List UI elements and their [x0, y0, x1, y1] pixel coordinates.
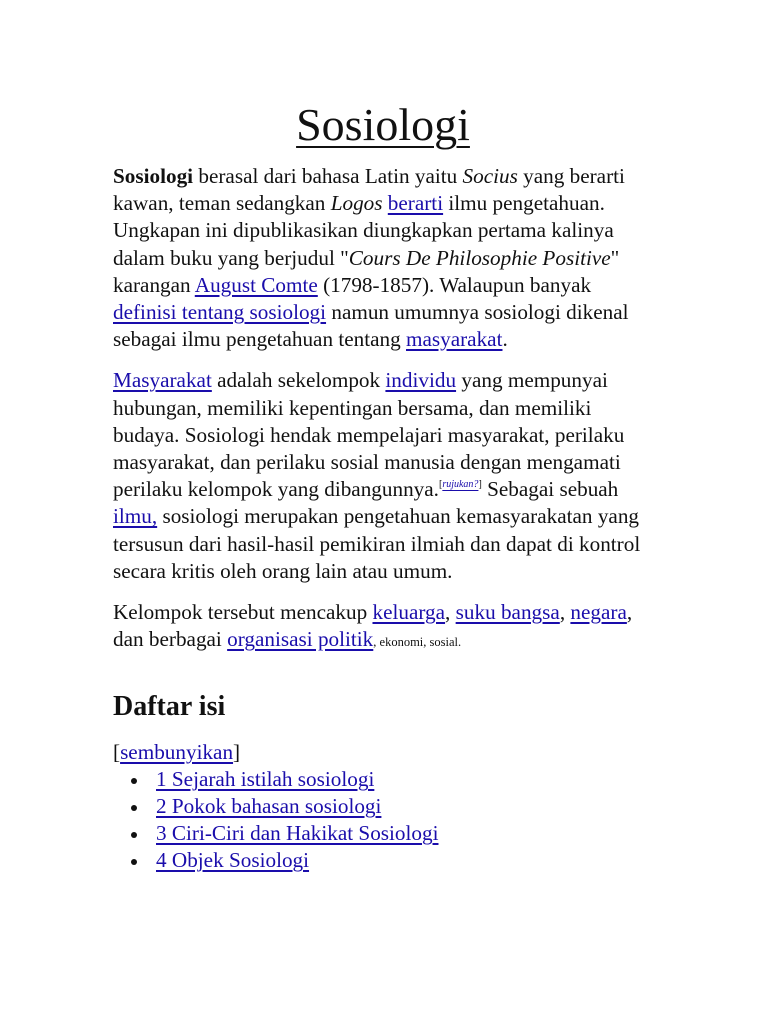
society-paragraph [113, 367, 648, 585]
text: (1798-1857). Walaupun banyak [317, 272, 592, 297]
text: adalah sekelompok [211, 368, 386, 393]
text: . [502, 327, 508, 352]
text: yang mempunyai hubungan, memiliki kepentingan bersama, dan memiliki budaya. Sosiologi hendak mempelajari masyarakat, perilaku masyarakat, dan perilaku sosial manusia dengan mengamati perilaku kelompok yang dibangunnya. [113, 368, 625, 502]
term-italic: Socius [462, 164, 518, 188]
link-masyarakat[interactable]: masyarakat [406, 327, 503, 352]
link-individu[interactable]: individu [385, 368, 457, 393]
text: Kelompok tersebut mencakup [113, 600, 373, 625]
small-text: , ekonomi, sosial. [373, 635, 462, 650]
bullet-icon [131, 859, 137, 865]
text: , [445, 600, 456, 625]
page-title: Sosiologi [296, 99, 470, 150]
bullet-icon [131, 778, 137, 784]
toc-item [113, 847, 768, 874]
link-berarti[interactable]: berarti [387, 191, 444, 216]
link-suku-bangsa[interactable]: suku bangsa [455, 600, 560, 625]
bullet-icon [131, 805, 137, 811]
toc-item [113, 820, 768, 847]
text: namun umumnya sosiologi dikenal sebagai ilmu pengetahuan tentang [113, 300, 629, 352]
text: Sebagai sebuah [481, 477, 619, 502]
link-definisi-sosiologi[interactable]: definisi tentang sosiologi [113, 300, 327, 325]
intro-paragraph [113, 163, 648, 353]
groups-paragraph [113, 599, 648, 656]
link-masyarakat-2[interactable]: Masyarakat [113, 368, 212, 393]
toc-link-pokok-bahasan[interactable]: 2 Pokok bahasan sosiologi [156, 794, 382, 819]
text: " karangan [113, 245, 620, 297]
text: ilmu pengetahuan. Ungkapan ini dipublikasikan diungkapkan pertama kalinya dalam buku yang berjudul " [113, 191, 614, 270]
toc-link-ciri-ciri[interactable]: 3 Ciri-Ciri dan Hakikat Sosiologi [156, 821, 439, 846]
toc-hide-link[interactable]: sembunyikan [120, 740, 234, 765]
text: , [559, 600, 571, 625]
link-rujukan[interactable]: rujukan? [442, 479, 479, 491]
toc-item [113, 766, 768, 793]
term-italic: Logos [330, 191, 383, 216]
link-august-comte[interactable]: August Comte [194, 272, 318, 297]
toc-link-objek[interactable]: 4 Objek Sosiologi [156, 848, 310, 873]
link-negara[interactable]: negara [570, 600, 627, 625]
text: yang berarti kawan, teman sedangkan [113, 164, 625, 216]
toc-heading: Daftar isi [113, 691, 226, 723]
text: sosiologi merupakan pengetahuan kemasyarakatan yang tersusun dari hasil-hasil pemikiran ilmiah dan dapat di kontrol secara kritis oleh orang lain atau umum. [113, 504, 641, 583]
toc-list [113, 766, 768, 874]
book-title: Cours De Philosophie Positive [348, 245, 611, 270]
toc-link-sejarah[interactable]: 1 Sejarah istilah sosiologi [156, 767, 375, 792]
link-ilmu[interactable]: ilmu, [113, 504, 158, 529]
citation-needed: [rujukan?] [438, 479, 482, 491]
text: berasal dari bahasa Latin yaitu [193, 164, 463, 188]
bullet-icon [131, 832, 137, 838]
term-bold: Sosiologi [113, 164, 194, 188]
text: , dan berbagai [113, 600, 633, 652]
toc-toggle: [sembunyikan] [113, 740, 241, 765]
link-keluarga[interactable]: keluarga [372, 600, 446, 625]
link-organisasi-politik[interactable]: organisasi politik [227, 627, 374, 652]
toc-item [113, 793, 768, 820]
